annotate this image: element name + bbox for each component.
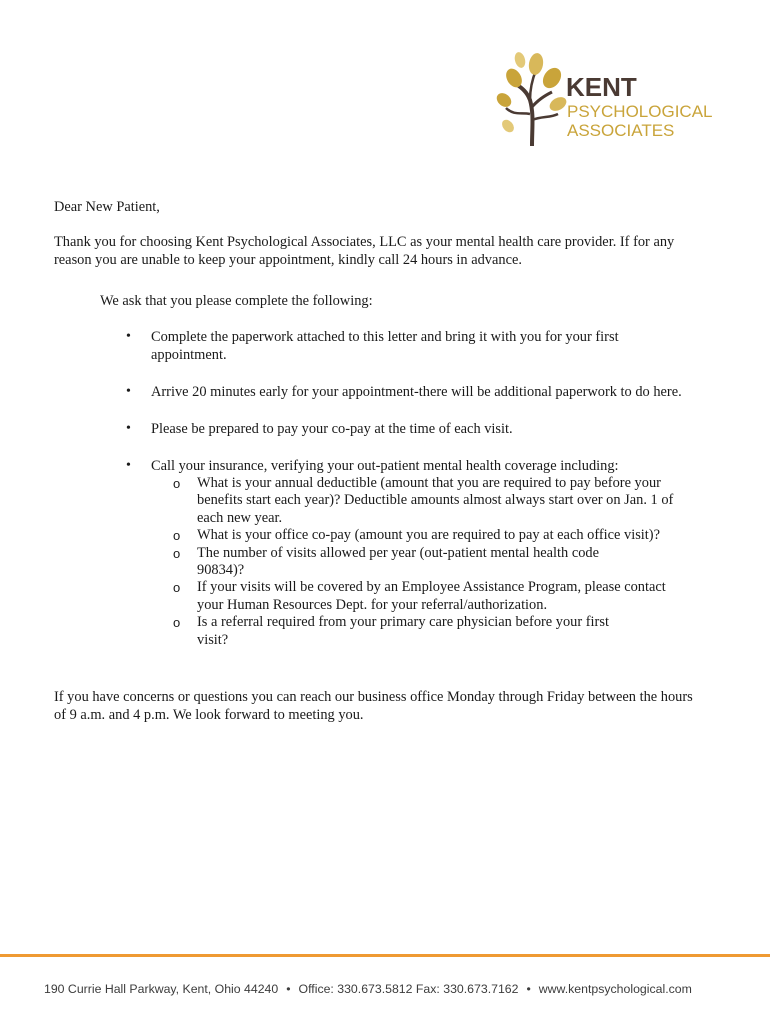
list-item	[126, 420, 726, 438]
instruction-list	[126, 328, 726, 668]
footer-contact	[44, 982, 744, 996]
request-line: We ask that you please complete the following:	[100, 293, 373, 309]
greeting: Dear New Patient,	[54, 199, 160, 215]
list-item-text: Complete the paperwork attached to this letter and bring it with you for your first appointment.	[151, 329, 619, 363]
logo-psychological-text: PSYCHOLOGICAL	[567, 102, 713, 121]
footer-address: 190 Currie Hall Parkway, Kent, Ohio 44240	[44, 982, 279, 996]
insurance-question-list	[173, 475, 691, 649]
list-item-text: Call your insurance, verifying your out-patient mental health coverage including:	[151, 458, 619, 474]
footer-website: www.kentpsychological.com	[538, 982, 692, 996]
sub-list-item: o The number of visits allowed per year (out-patient mental health code 90834)?	[173, 545, 617, 580]
list-item	[126, 328, 651, 364]
sub-list-item: o What is your office co-pay (amount you are required to pay at each office visit)?	[173, 527, 691, 544]
list-item	[126, 383, 726, 401]
sub-list-item: o If your visits will be covered by an Employee Assistance Program, please contact your Human Resources Dept. for your referral/authorization.	[173, 579, 691, 614]
logo-associates-text: ASSOCIATES	[567, 121, 675, 140]
closing-paragraph: If you have concerns or questions you can reach our business office Monday through Friday between the hours of 9 a.m. and 4 p.m. We look forward to meeting you.	[54, 689, 693, 723]
footer-separator: •	[526, 982, 531, 996]
list-item	[126, 457, 726, 649]
footer-fax: Fax: 330.673.7162	[415, 982, 519, 996]
footer-separator: •	[286, 982, 291, 996]
footer-office-phone: Office: 330.673.5812	[298, 982, 413, 996]
logo-kent-text: KENT	[566, 72, 637, 102]
list-item-text: Please be prepared to pay your co-pay at the time of each visit.	[151, 421, 513, 437]
footer-divider	[0, 954, 770, 957]
sub-list-item: o What is your annual deductible (amount that you are required to pay before your benefits start each year)? Deductible amounts almost always start over on Jan. 1 of each new year.	[173, 475, 691, 527]
list-item-text: Arrive 20 minutes early for your appointment-there will be additional paperwork to do here.	[151, 384, 682, 400]
sub-list-item: o Is a referral required from your primary care physician before your first visit?	[173, 614, 627, 649]
company-logo	[492, 48, 732, 148]
intro-paragraph: Thank you for choosing Kent Psychological Associates, LLC as your mental health care provider. If for any reason you are unable to keep your appointment, kindly call 24 hours in advance.	[54, 234, 675, 268]
tree-icon	[492, 48, 572, 148]
